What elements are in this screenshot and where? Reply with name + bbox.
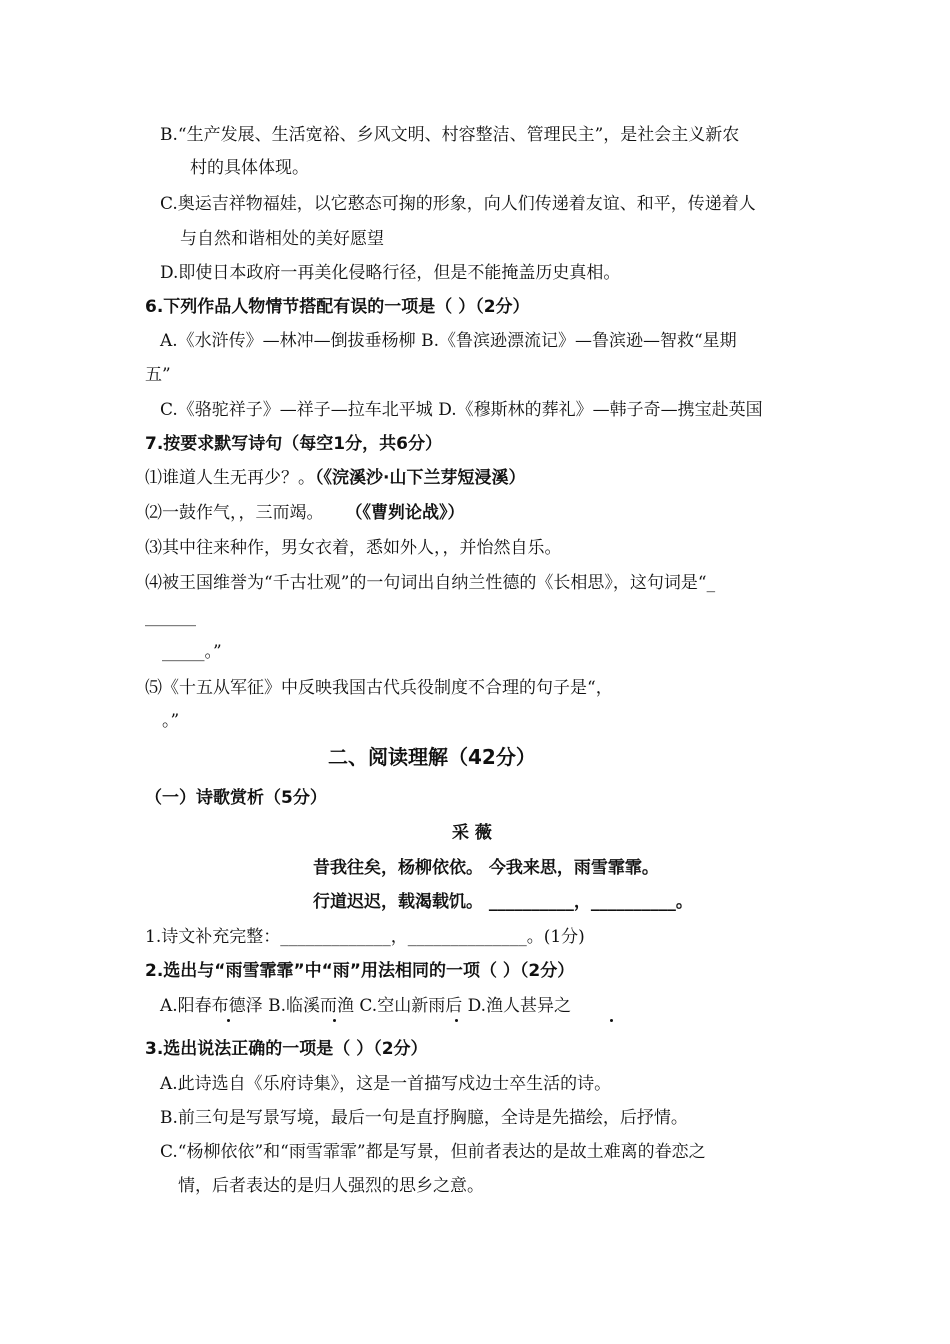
- q7-item4-line1: ⑷被王国维誉为“千古壮观”的一句词出自纳兰性德的《长相思》，这句词是“_: [145, 573, 716, 593]
- p3-title: 3.选出说法正确的一项是（ ）（2分）: [145, 1039, 428, 1059]
- q6-options-line1: A.《水浒传》—林冲—倒拔垂杨柳 B.《鲁滨逊漂流记》—鲁滨逊—智救“星期: [160, 331, 737, 351]
- q7-item2: [145, 502, 465, 524]
- q6-options-line1-cont: 五”: [145, 365, 171, 385]
- p2-title: 2.选出与“雨雪霏霏”中“雨”用法相同的一项（ ）（2分）: [145, 961, 575, 981]
- p3-option-c-line2: 情，后者表达的是归人强烈的思乡之意。: [178, 1176, 484, 1196]
- p2-options: A.阳春布德泽 B.临溪而渔 C.空山新雨后 D.渔人甚异之: [160, 996, 572, 1016]
- q5-option-c-line1: C.奥运吉祥物福娃，以它憨态可掬的形象，向人们传递着友谊、和平，传递着人: [160, 194, 756, 214]
- q7-item4-line2: ______: [145, 607, 196, 627]
- q7-title: 7.按要求默写诗句（每空1分，共6分）: [145, 434, 442, 454]
- q6-options-line2: C.《骆驼祥子》—祥子—拉车北平城 D.《穆斯林的葬礼》—韩子奇—携宝赴英国: [160, 400, 763, 420]
- emphasis-dot: [455, 1019, 458, 1022]
- q5-option-d: D.即使日本政府一再美化侵略行径，但是不能掩盖历史真相。: [160, 263, 621, 283]
- q6-title: 6.下列作品人物情节搭配有误的一项是（ ）（2分）: [145, 297, 530, 317]
- q5-option-c-line2: 与自然和谐相处的美好愿望: [180, 229, 384, 249]
- q7-item1-source: （《浣溪沙·山下兰芽短浸溪）: [315, 468, 526, 488]
- q7-item5-line2: 。”: [162, 711, 180, 731]
- q7-item2-text: ⑵一鼓作气，，三而竭。: [145, 503, 324, 523]
- q5-option-b-line2: 村的具体体现。: [190, 158, 309, 178]
- p3-option-a: A.此诗选自《乐府诗集》，这是一首描写戍边士卒生活的诗。: [160, 1074, 612, 1094]
- q7-item3: ⑶其中往来种作，男女衣着，悉如外人，，并怡然自乐。: [145, 538, 562, 558]
- p3-option-b: B.前三句是写景写境，最后一句是直抒胸臆，全诗是先描绘，后抒情。: [160, 1108, 688, 1128]
- q7-item5-line1: ⑸《十五从军征》中反映我国古代兵役制度不合理的句子是“，: [145, 678, 613, 698]
- emphasis-dot: [333, 1019, 336, 1022]
- poem-line1: 昔我往矣，杨柳依依。 今我来思，雨雪霏霏。: [313, 858, 659, 878]
- q7-item1: [145, 467, 525, 489]
- subsection-heading: （一）诗歌赏析（5分）: [145, 788, 327, 808]
- q7-item1-text: ⑴谁道人生无再少？。: [145, 468, 315, 488]
- section-heading: 二、阅读理解（42分）: [328, 745, 536, 769]
- q7-item2-source: （《曹刿论战》）: [345, 503, 465, 523]
- p3-option-c-line1: C.“杨柳依依”和“雨雪霏霏”都是写景，但前者表达的是故土难离的眷恋之: [160, 1142, 706, 1162]
- emphasis-dot: [227, 1019, 230, 1022]
- q5-option-b-line1: B.“生产发展、生活宽裕、乡风文明、村容整洁、管理民主”，是社会主义新农: [160, 125, 740, 145]
- emphasis-dot: [610, 1019, 613, 1022]
- poem-line2: 行道迟迟，载渴载饥。 __________，__________。: [313, 892, 693, 912]
- p1-question: 1.诗文补充完整：_____________，______________。(1分): [145, 927, 585, 947]
- poem-title: 采 薇: [452, 823, 492, 843]
- q7-item4-line3: _____。”: [162, 642, 222, 662]
